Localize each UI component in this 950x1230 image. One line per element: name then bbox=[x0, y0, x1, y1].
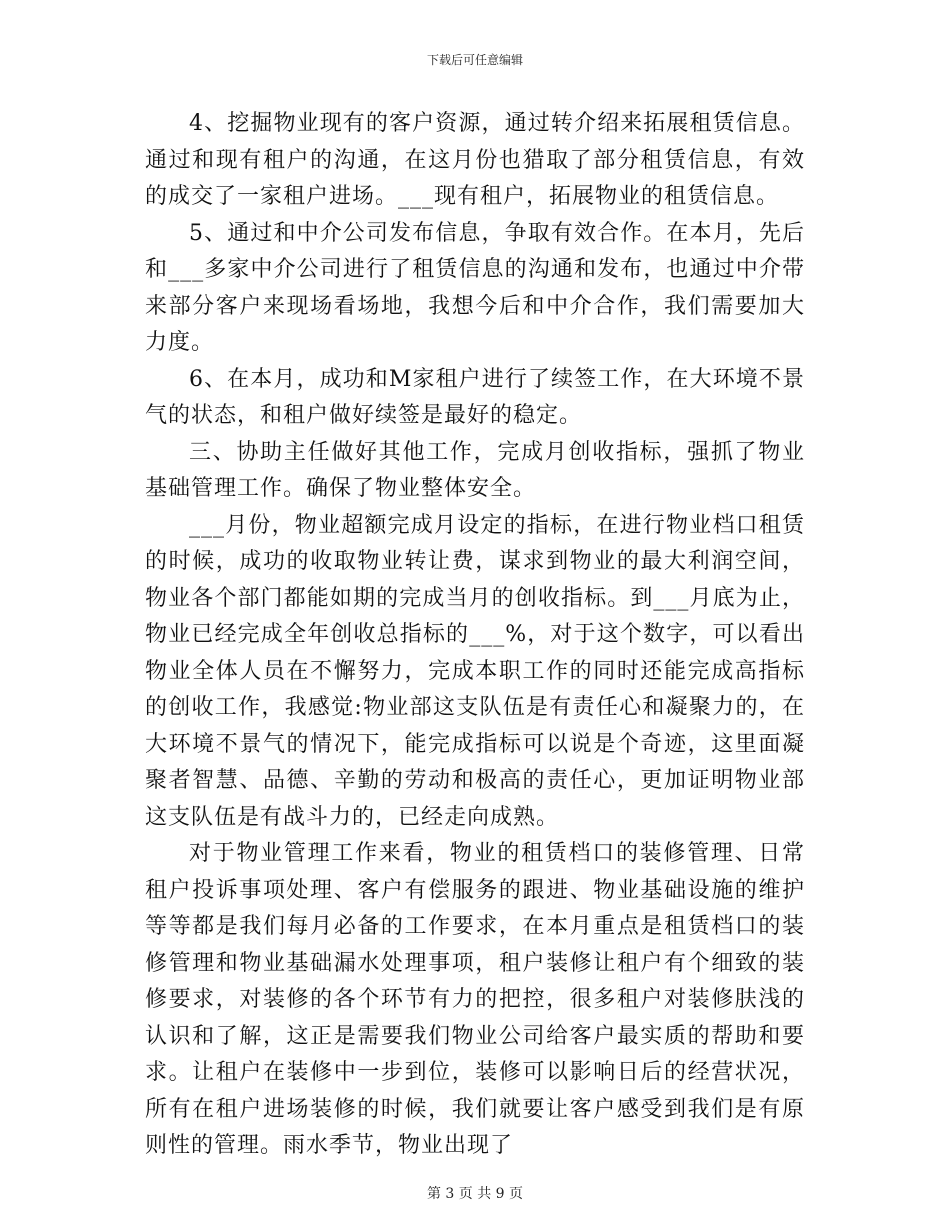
paragraph-item-5: 5、通过和中介公司发布信息，争取有效合作。在本月，先后和___多家中介公司进行了租赁信息的沟通和发布，也通过中介带来部分客户来现场看场地，我想今后和中介合作，我们需要加大力度。 bbox=[145, 220, 805, 355]
monthly-target-paragraph: ___月份，物业超额完成月设定的指标，在进行物业档口租赁的时候，成功的收取物业转让费，谋求到物业的最大利润空间，物业各个部门都能如期的完成当月的创收指标。到___月底为止，物业已经完成全年创收总指标的___%，对于这个数字，可以看出物业全体人员在不懈努力，完成本职工作的同时还能完成高指标的创收工作，我感觉:物业部这支队伍是有责任心和凝聚力的，在大环境不景气的情况下，能完成指标可以说是个奇迹，这里面凝聚者智慧、品德、辛勤的劳动和极高的责任心，更加证明物业部这支队伍是有战斗力的，已经走向成熟。 bbox=[145, 512, 805, 830]
page-number-footer: 第 3 页 共 9 页 bbox=[426, 1186, 524, 1202]
paragraph-item-4: 4、挖掘物业现有的客户资源，通过转介绍来拓展租赁信息。通过和现有租户的沟通，在这月份也猎取了部分租赁信息，有效的成交了一家租户进场。___现有租户，拓展物业的租赁信息。 bbox=[145, 111, 805, 209]
page-header: 下载后可任意编辑 bbox=[426, 53, 523, 67]
document-body bbox=[145, 106, 805, 1165]
management-work-paragraph: 对于物业管理工作来看，物业的租赁档口的装修管理、日常租户投诉事项处理、客户有偿服务的跟进、物业基础设施的维护等等都是我们每月必备的工作要求，在本月重点是租赁档口的装修管理和物业基础漏水处理事项，租户装修让租户有个细致的装修要求，对装修的各个环节有力的把控，很多租户对装修肤浅的认识和了解，这正是需要我们物业公司给客户最实质的帮助和要求。让租户在装修中一步到位，装修可以影响日后的经营状况，所有在租户进场装修的时候，我们就要让客户感受到我们是有原则性的管理。雨水季节，物业出现了 bbox=[145, 841, 805, 1158]
paragraph-item-6: 6、在本月，成功和M家租户进行了续签工作，在大环境不景气的状态，和租户做好续签是最好的稳定。 bbox=[145, 366, 805, 428]
section-three-paragraph: 三、协助主任做好其他工作，完成月创收指标，强抓了物业基础管理工作。确保了物业整体安全。 bbox=[145, 439, 805, 501]
